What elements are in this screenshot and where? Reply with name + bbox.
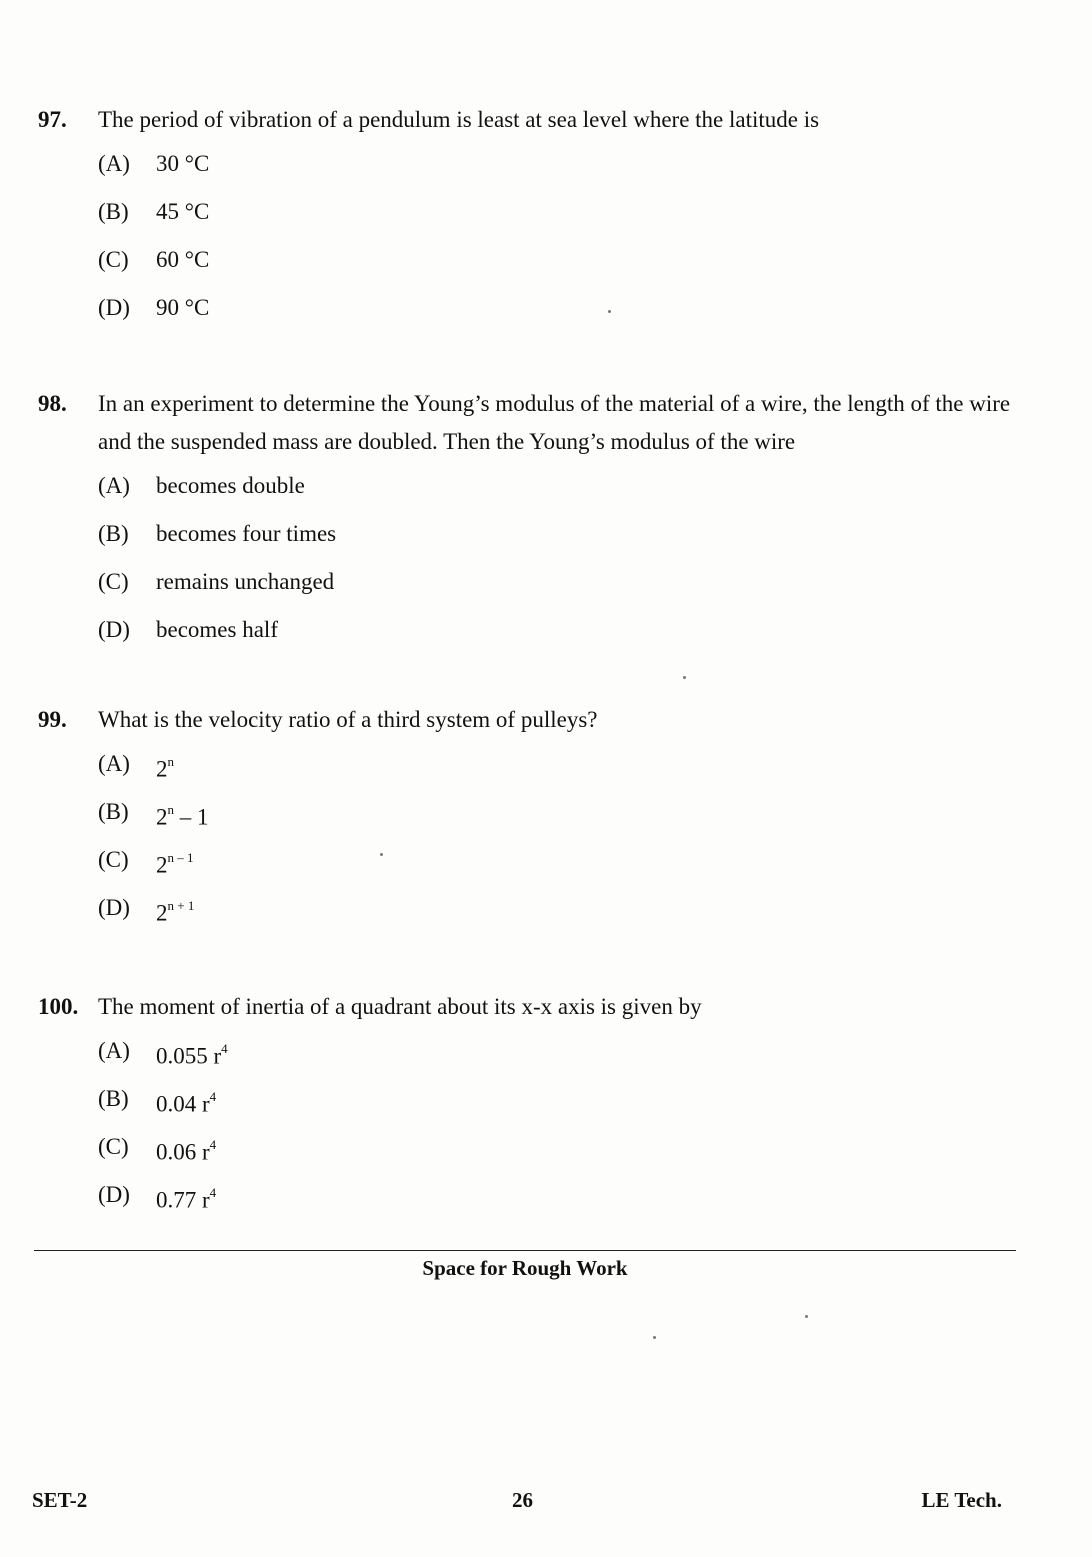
footer-paper-code: LE Tech.: [921, 1488, 1002, 1512]
scan-speck: [653, 1336, 656, 1339]
option-a: [98, 467, 1028, 515]
question-100: [38, 988, 1028, 1224]
option-text: remains unchanged: [156, 569, 335, 594]
option-text: [156, 793, 1028, 841]
option-base: 2: [156, 852, 168, 878]
question-text: In an experiment to determine the Young’s modulus of the material of a wire, the length of the wire and the suspended mass are doubled. Then the Young’s modulus of the wire: [98, 391, 1011, 454]
option-letter: (A): [98, 151, 130, 176]
option-c: [98, 241, 1028, 289]
option-letter: (B): [98, 1086, 129, 1111]
question-number: 98.: [38, 391, 67, 416]
options-list: [98, 1032, 1028, 1224]
option-text: [156, 889, 1028, 937]
option-base: 0.77 r: [156, 1187, 210, 1213]
footer-set: SET-2: [32, 1488, 88, 1512]
option-a: [98, 745, 1028, 793]
option-text: [156, 1080, 1028, 1128]
question-text: The period of vibration of a pendulum is least at sea level where the latitude is: [98, 107, 820, 132]
option-text: [156, 841, 1028, 889]
question-97: [38, 101, 1028, 337]
question-98: [38, 385, 1028, 659]
scan-speck: [380, 853, 383, 856]
option-b: [98, 515, 1028, 563]
option-c: [98, 841, 1028, 889]
rough-work-label: Space for Rough Work: [422, 1256, 628, 1280]
option-base: 2: [156, 756, 168, 782]
option-letter: (A): [98, 473, 130, 498]
option-a: [98, 145, 1028, 193]
page-number: 26: [512, 1488, 533, 1512]
option-letter: (B): [98, 521, 129, 546]
option-letter: (C): [98, 569, 129, 594]
option-exponent: n + 1: [167, 898, 195, 913]
question-number: 97.: [38, 107, 67, 132]
option-base: 0.06 r: [156, 1139, 210, 1165]
option-text: becomes four times: [156, 521, 337, 546]
scan-speck: [608, 310, 611, 313]
option-d: [98, 289, 1028, 337]
option-letter: (A): [98, 751, 130, 776]
question-text: The moment of inertia of a quadrant about its x-x axis is given by: [98, 994, 702, 1019]
option-letter: (D): [98, 295, 130, 320]
option-letter: (C): [98, 847, 129, 872]
option-exponent: 4: [209, 1185, 217, 1200]
option-exponent: 4: [209, 1137, 217, 1152]
option-a: [98, 1032, 1028, 1080]
option-text: becomes half: [156, 617, 278, 642]
scan-speck: [805, 1315, 808, 1318]
option-letter: (D): [98, 617, 130, 642]
option-b: [98, 793, 1028, 841]
option-letter: (B): [98, 799, 129, 824]
option-exponent: 4: [209, 1089, 217, 1104]
option-text: 60 °C: [156, 247, 210, 272]
option-base: 2: [156, 804, 168, 830]
option-d: [98, 611, 1028, 659]
question-number: 99.: [38, 707, 67, 732]
option-exponent: 4: [221, 1041, 228, 1056]
option-base: 2: [156, 900, 168, 926]
options-list: [98, 467, 1028, 659]
options-list: [98, 745, 1028, 937]
option-letter: (D): [98, 1182, 130, 1207]
question-99: [38, 701, 1028, 937]
option-b: [98, 1080, 1028, 1128]
question-number: 100.: [38, 994, 79, 1019]
option-c: [98, 563, 1028, 611]
option-text: 45 °C: [156, 199, 210, 224]
option-d: [98, 1176, 1028, 1224]
option-text: becomes double: [156, 473, 305, 498]
option-c: [98, 1128, 1028, 1176]
rough-work-divider: [34, 1250, 1016, 1251]
option-exponent: n: [167, 754, 174, 769]
option-exponent: n: [167, 802, 174, 817]
option-base: 0.04 r: [156, 1091, 210, 1117]
option-letter: (D): [98, 895, 130, 920]
option-text: 90 °C: [156, 295, 210, 320]
options-list: [98, 145, 1028, 337]
option-text: [156, 1032, 1028, 1080]
question-text: What is the velocity ratio of a third system of pulleys?: [98, 707, 598, 732]
option-d: [98, 889, 1028, 937]
option-exponent: n – 1: [167, 850, 194, 865]
option-text: [156, 745, 1028, 793]
option-text: [156, 1128, 1028, 1176]
option-base: 0.055 r: [156, 1043, 222, 1069]
option-suffix: – 1: [174, 804, 209, 830]
option-letter: (C): [98, 247, 129, 272]
scan-speck: [683, 676, 686, 679]
option-text: [156, 1176, 1028, 1224]
option-letter: (A): [98, 1038, 130, 1063]
option-text: 30 °C: [156, 151, 210, 176]
option-b: [98, 193, 1028, 241]
option-letter: (B): [98, 199, 129, 224]
option-letter: (C): [98, 1134, 129, 1159]
